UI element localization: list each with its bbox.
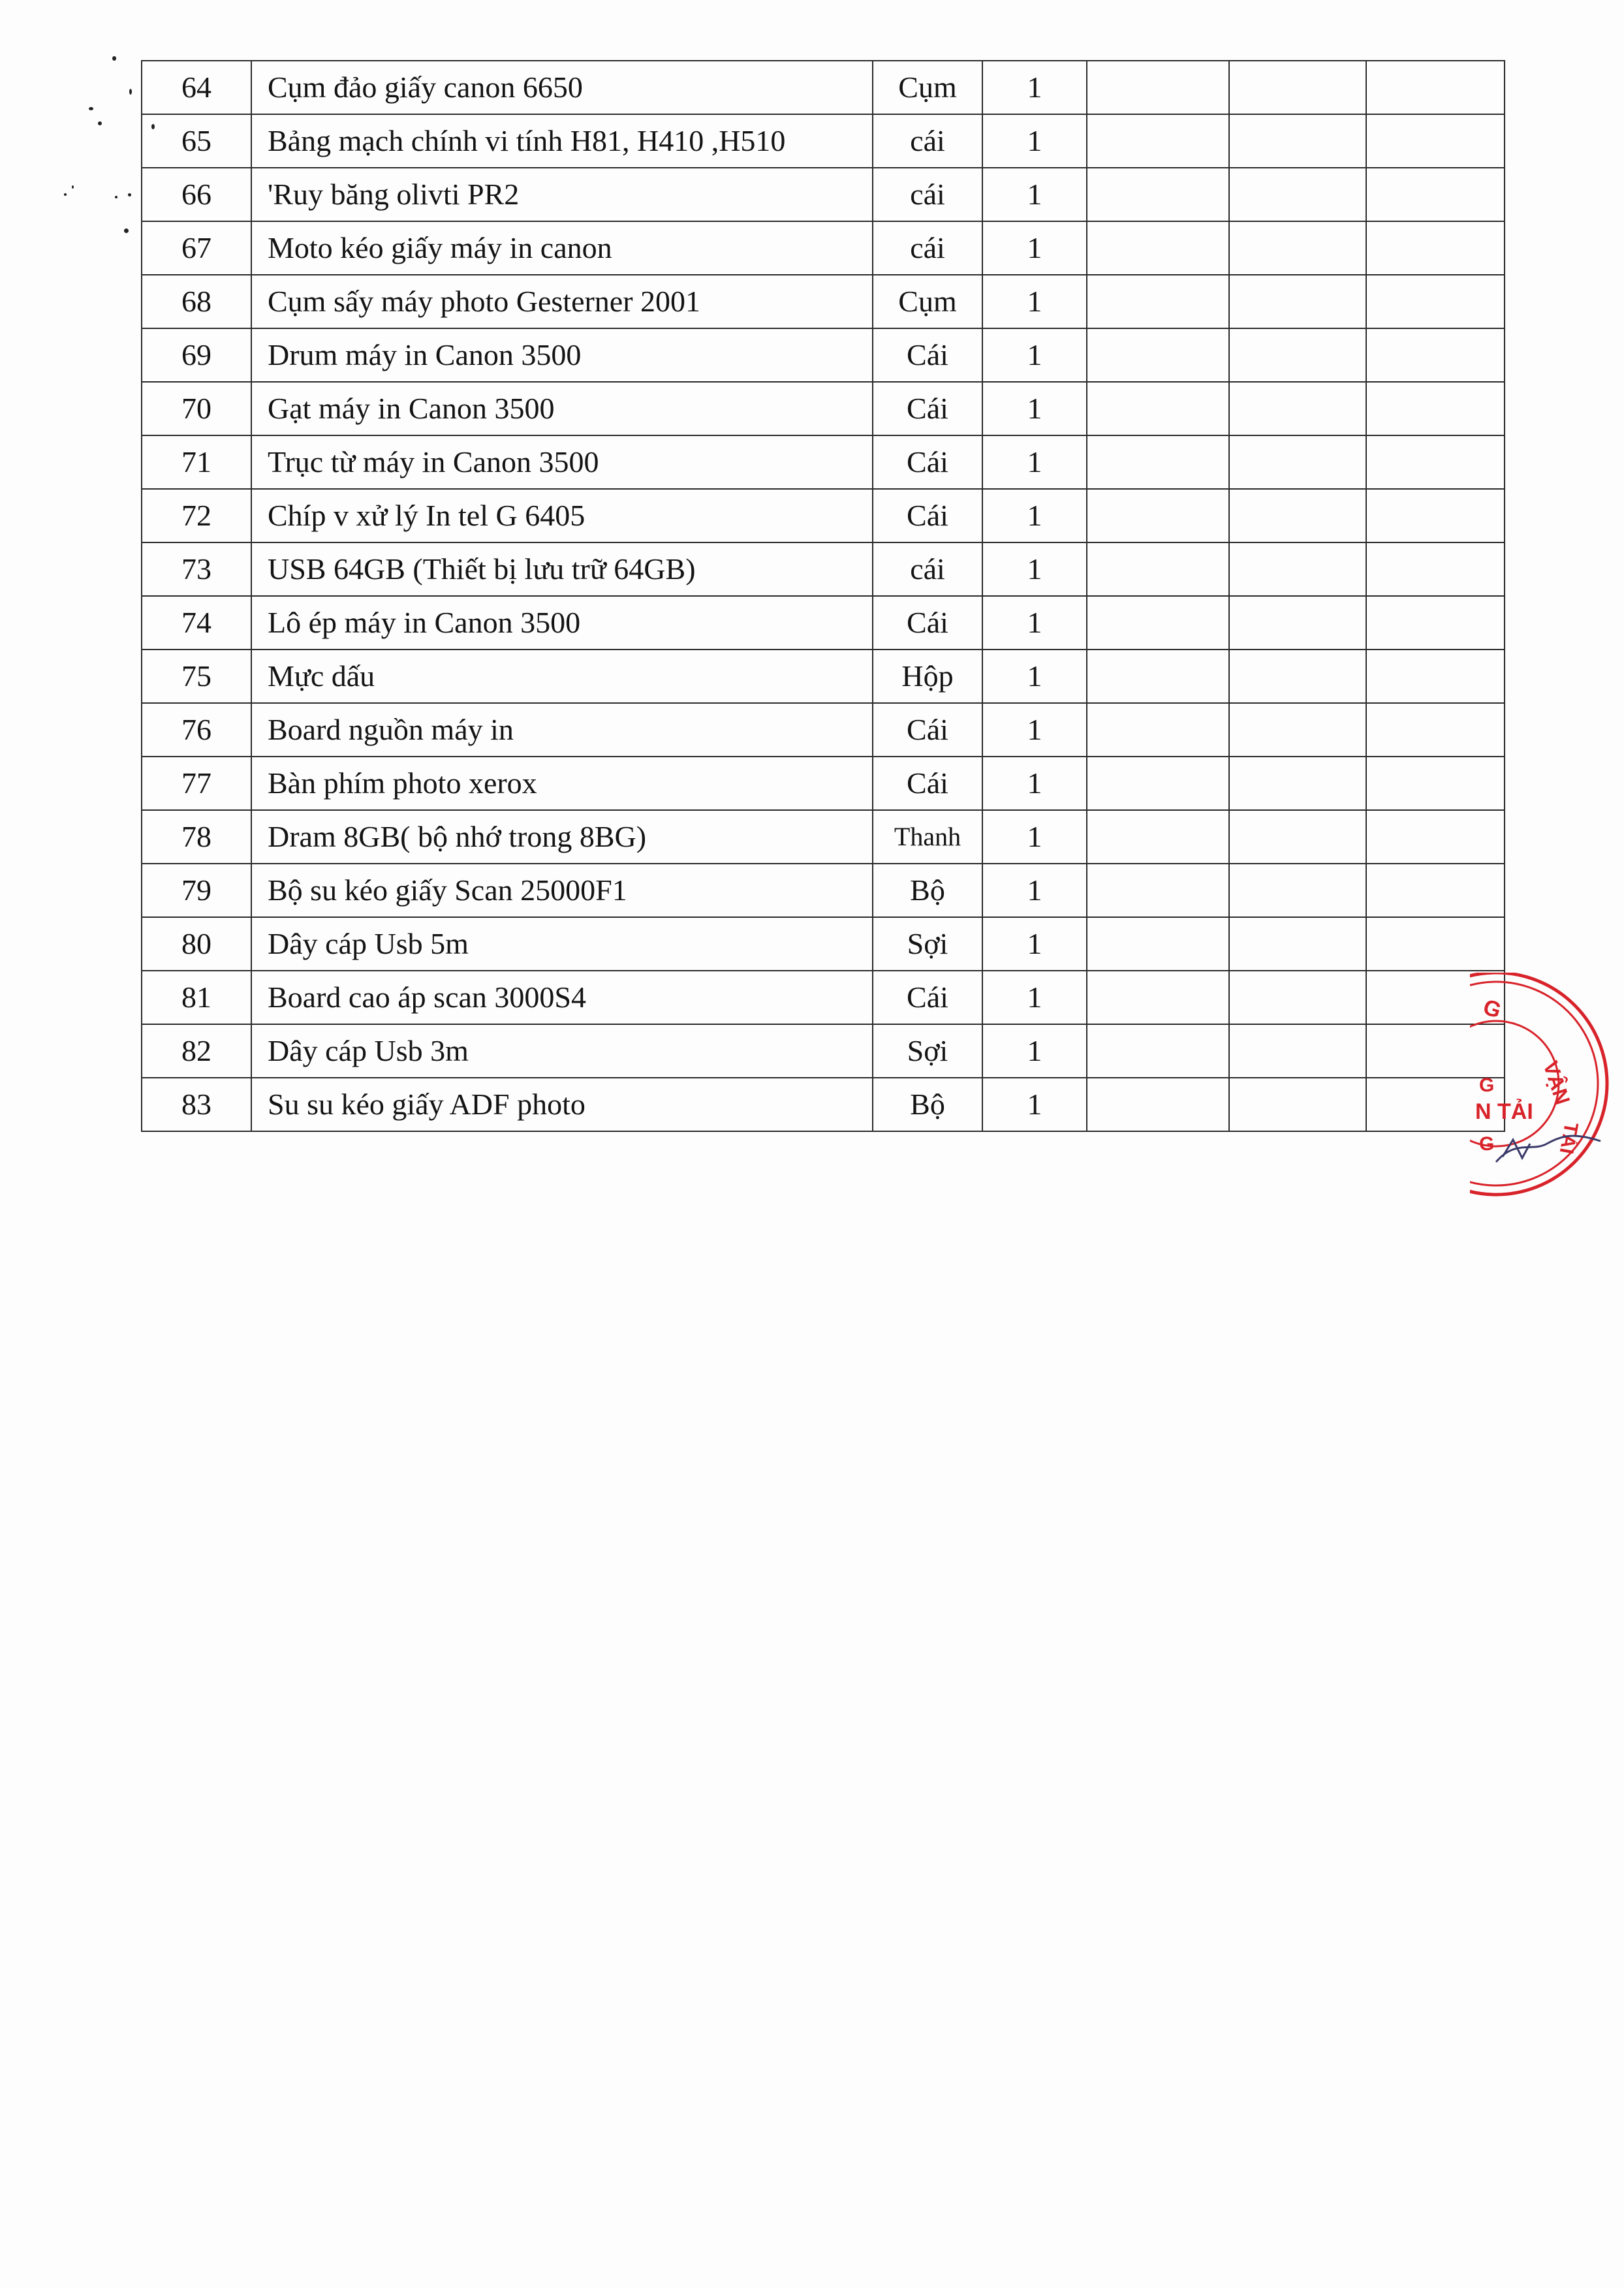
scan-speck <box>98 121 102 125</box>
empty-cell <box>1087 435 1229 489</box>
seal-text-1: G <box>1480 994 1505 1024</box>
table-row <box>142 61 1505 114</box>
empty-cell <box>1229 61 1366 114</box>
item-quantity: 1 <box>982 864 1087 917</box>
empty-cell <box>1087 542 1229 596</box>
item-unit: Cái <box>873 971 982 1024</box>
item-name: Cụm đảo giấy canon 6650 <box>251 61 873 114</box>
item-quantity: 1 <box>982 382 1087 435</box>
empty-cell <box>1087 114 1229 168</box>
empty-cell <box>1229 114 1366 168</box>
empty-cell <box>1229 221 1366 275</box>
table-row <box>142 971 1505 1024</box>
empty-cell <box>1229 275 1366 328</box>
table-row <box>142 1024 1505 1078</box>
item-name: Cụm sấy máy photo Gesterner 2001 <box>251 275 873 328</box>
seal-text-6: TẢI <box>1555 1120 1582 1156</box>
item-unit: Cái <box>873 703 982 757</box>
item-quantity: 1 <box>982 328 1087 382</box>
scan-speck <box>115 196 117 198</box>
table-row <box>142 650 1505 703</box>
item-quantity: 1 <box>982 810 1087 864</box>
table-row <box>142 221 1505 275</box>
item-unit: Bộ <box>873 1078 982 1131</box>
item-quantity: 1 <box>982 221 1087 275</box>
row-number: 71 <box>142 435 251 489</box>
empty-cell <box>1366 596 1505 650</box>
item-quantity: 1 <box>982 650 1087 703</box>
item-unit: Cái <box>873 328 982 382</box>
table-row <box>142 435 1505 489</box>
empty-cell <box>1366 275 1505 328</box>
empty-cell <box>1087 703 1229 757</box>
row-number: 68 <box>142 275 251 328</box>
seal-text-3: G <box>1479 1074 1495 1096</box>
table-row <box>142 917 1505 971</box>
item-unit: cái <box>873 168 982 221</box>
empty-cell <box>1366 328 1505 382</box>
empty-cell <box>1229 917 1366 971</box>
empty-cell <box>1229 650 1366 703</box>
empty-cell <box>1366 703 1505 757</box>
empty-cell <box>1087 221 1229 275</box>
item-unit: Cụm <box>873 61 982 114</box>
empty-cell <box>1229 864 1366 917</box>
empty-cell <box>1366 757 1505 810</box>
item-quantity: 1 <box>982 489 1087 542</box>
empty-cell <box>1087 864 1229 917</box>
row-number: 67 <box>142 221 251 275</box>
empty-cell <box>1229 757 1366 810</box>
row-number: 70 <box>142 382 251 435</box>
empty-cell <box>1229 810 1366 864</box>
item-name: Chíp v xử lý In tel G 6405 <box>251 489 873 542</box>
empty-cell <box>1229 1078 1366 1131</box>
scan-speck <box>129 89 132 95</box>
item-unit: Bộ <box>873 864 982 917</box>
item-quantity: 1 <box>982 275 1087 328</box>
scan-speck <box>124 228 129 233</box>
row-number: 77 <box>142 757 251 810</box>
item-name: Moto kéo giấy máy in canon <box>251 221 873 275</box>
empty-cell <box>1087 596 1229 650</box>
item-quantity: 1 <box>982 1078 1087 1131</box>
item-quantity: 1 <box>982 703 1087 757</box>
item-quantity: 1 <box>982 114 1087 168</box>
empty-cell <box>1087 1024 1229 1078</box>
official-seal <box>1470 973 1624 1253</box>
row-number: 65 <box>142 114 251 168</box>
item-unit: Cái <box>873 757 982 810</box>
item-name: Board cao áp scan 3000S4 <box>251 971 873 1024</box>
empty-cell <box>1366 435 1505 489</box>
item-name: Bộ su kéo giấy Scan 25000F1 <box>251 864 873 917</box>
item-quantity: 1 <box>982 168 1087 221</box>
empty-cell <box>1087 810 1229 864</box>
row-number: 72 <box>142 489 251 542</box>
item-quantity: 1 <box>982 971 1087 1024</box>
item-name: Su su kéo giấy ADF photo <box>251 1078 873 1131</box>
table-row <box>142 596 1505 650</box>
empty-cell <box>1366 917 1505 971</box>
table-row <box>142 275 1505 328</box>
item-name: USB 64GB (Thiết bị lưu trữ 64GB) <box>251 542 873 596</box>
row-number: 75 <box>142 650 251 703</box>
item-unit: cái <box>873 221 982 275</box>
empty-cell <box>1229 542 1366 596</box>
item-name: Board nguồn máy in <box>251 703 873 757</box>
item-quantity: 1 <box>982 1024 1087 1078</box>
row-number: 80 <box>142 917 251 971</box>
item-name: Drum máy in Canon 3500 <box>251 328 873 382</box>
item-name: Dây cáp Usb 3m <box>251 1024 873 1078</box>
row-number: 83 <box>142 1078 251 1131</box>
item-unit: Hộp <box>873 650 982 703</box>
row-number: 79 <box>142 864 251 917</box>
row-number: 78 <box>142 810 251 864</box>
item-unit: cái <box>873 542 982 596</box>
empty-cell <box>1366 650 1505 703</box>
item-name: Lô ép máy in Canon 3500 <box>251 596 873 650</box>
item-unit: Cái <box>873 435 982 489</box>
scan-speck <box>64 193 67 196</box>
item-name: Trục từ máy in Canon 3500 <box>251 435 873 489</box>
table-row <box>142 703 1505 757</box>
item-name: 'Ruy băng olivti PR2 <box>251 168 873 221</box>
scan-speck <box>72 185 74 189</box>
item-unit: Cái <box>873 596 982 650</box>
empty-cell <box>1087 1078 1229 1131</box>
empty-cell <box>1229 328 1366 382</box>
item-quantity: 1 <box>982 61 1087 114</box>
row-number: 74 <box>142 596 251 650</box>
empty-cell <box>1087 650 1229 703</box>
empty-cell <box>1366 542 1505 596</box>
item-quantity: 1 <box>982 542 1087 596</box>
empty-cell <box>1229 168 1366 221</box>
empty-cell <box>1087 917 1229 971</box>
row-number: 69 <box>142 328 251 382</box>
empty-cell <box>1366 114 1505 168</box>
table-row <box>142 168 1505 221</box>
scan-speck <box>112 56 116 61</box>
empty-cell <box>1229 1024 1366 1078</box>
table-row <box>142 114 1505 168</box>
table-row <box>142 489 1505 542</box>
row-number: 66 <box>142 168 251 221</box>
item-name: Dram 8GB( bộ nhớ trong 8BG) <box>251 810 873 864</box>
item-quantity: 1 <box>982 435 1087 489</box>
item-unit: Sợi <box>873 1024 982 1078</box>
empty-cell <box>1366 168 1505 221</box>
item-quantity: 1 <box>982 596 1087 650</box>
item-name: Bảng mạch chính vi tính H81, H410 ,H510 <box>251 114 873 168</box>
row-number: 76 <box>142 703 251 757</box>
empty-cell <box>1229 596 1366 650</box>
row-number: 73 <box>142 542 251 596</box>
item-name: Gạt máy in Canon 3500 <box>251 382 873 435</box>
row-number: 81 <box>142 971 251 1024</box>
item-unit: Thanh <box>873 810 982 864</box>
item-unit: Cái <box>873 382 982 435</box>
item-name: Mực dấu <box>251 650 873 703</box>
table-row <box>142 810 1505 864</box>
item-quantity: 1 <box>982 917 1087 971</box>
empty-cell <box>1366 61 1505 114</box>
equipment-table <box>141 60 1505 1132</box>
table-row <box>142 757 1505 810</box>
seal-text-2: VẬN <box>1538 1058 1575 1108</box>
item-unit: Sợi <box>873 917 982 971</box>
empty-cell <box>1087 61 1229 114</box>
empty-cell <box>1229 382 1366 435</box>
empty-cell <box>1366 810 1505 864</box>
empty-cell <box>1087 328 1229 382</box>
item-name: Bàn phím photo xerox <box>251 757 873 810</box>
empty-cell <box>1087 757 1229 810</box>
row-number: 82 <box>142 1024 251 1078</box>
item-unit: cái <box>873 114 982 168</box>
empty-cell <box>1366 221 1505 275</box>
seal-text-5: G <box>1479 1133 1495 1155</box>
empty-cell <box>1229 971 1366 1024</box>
empty-cell <box>1366 489 1505 542</box>
item-name: Dây cáp Usb 5m <box>251 917 873 971</box>
item-unit: Cái <box>873 489 982 542</box>
table-row <box>142 864 1505 917</box>
table-row <box>142 1078 1505 1131</box>
empty-cell <box>1366 864 1505 917</box>
table-row <box>142 382 1505 435</box>
empty-cell <box>1366 382 1505 435</box>
empty-cell <box>1229 703 1366 757</box>
table-row <box>142 542 1505 596</box>
empty-cell <box>1087 489 1229 542</box>
empty-cell <box>1087 382 1229 435</box>
item-quantity: 1 <box>982 757 1087 810</box>
scan-speck <box>89 107 93 110</box>
empty-cell <box>1229 435 1366 489</box>
empty-cell <box>1087 275 1229 328</box>
item-unit: Cụm <box>873 275 982 328</box>
empty-cell <box>1087 168 1229 221</box>
empty-cell <box>1087 971 1229 1024</box>
table-row <box>142 328 1505 382</box>
empty-cell <box>1229 489 1366 542</box>
scan-speck <box>128 193 131 196</box>
row-number: 64 <box>142 61 251 114</box>
seal-text-4: N TẢI <box>1475 1099 1533 1124</box>
